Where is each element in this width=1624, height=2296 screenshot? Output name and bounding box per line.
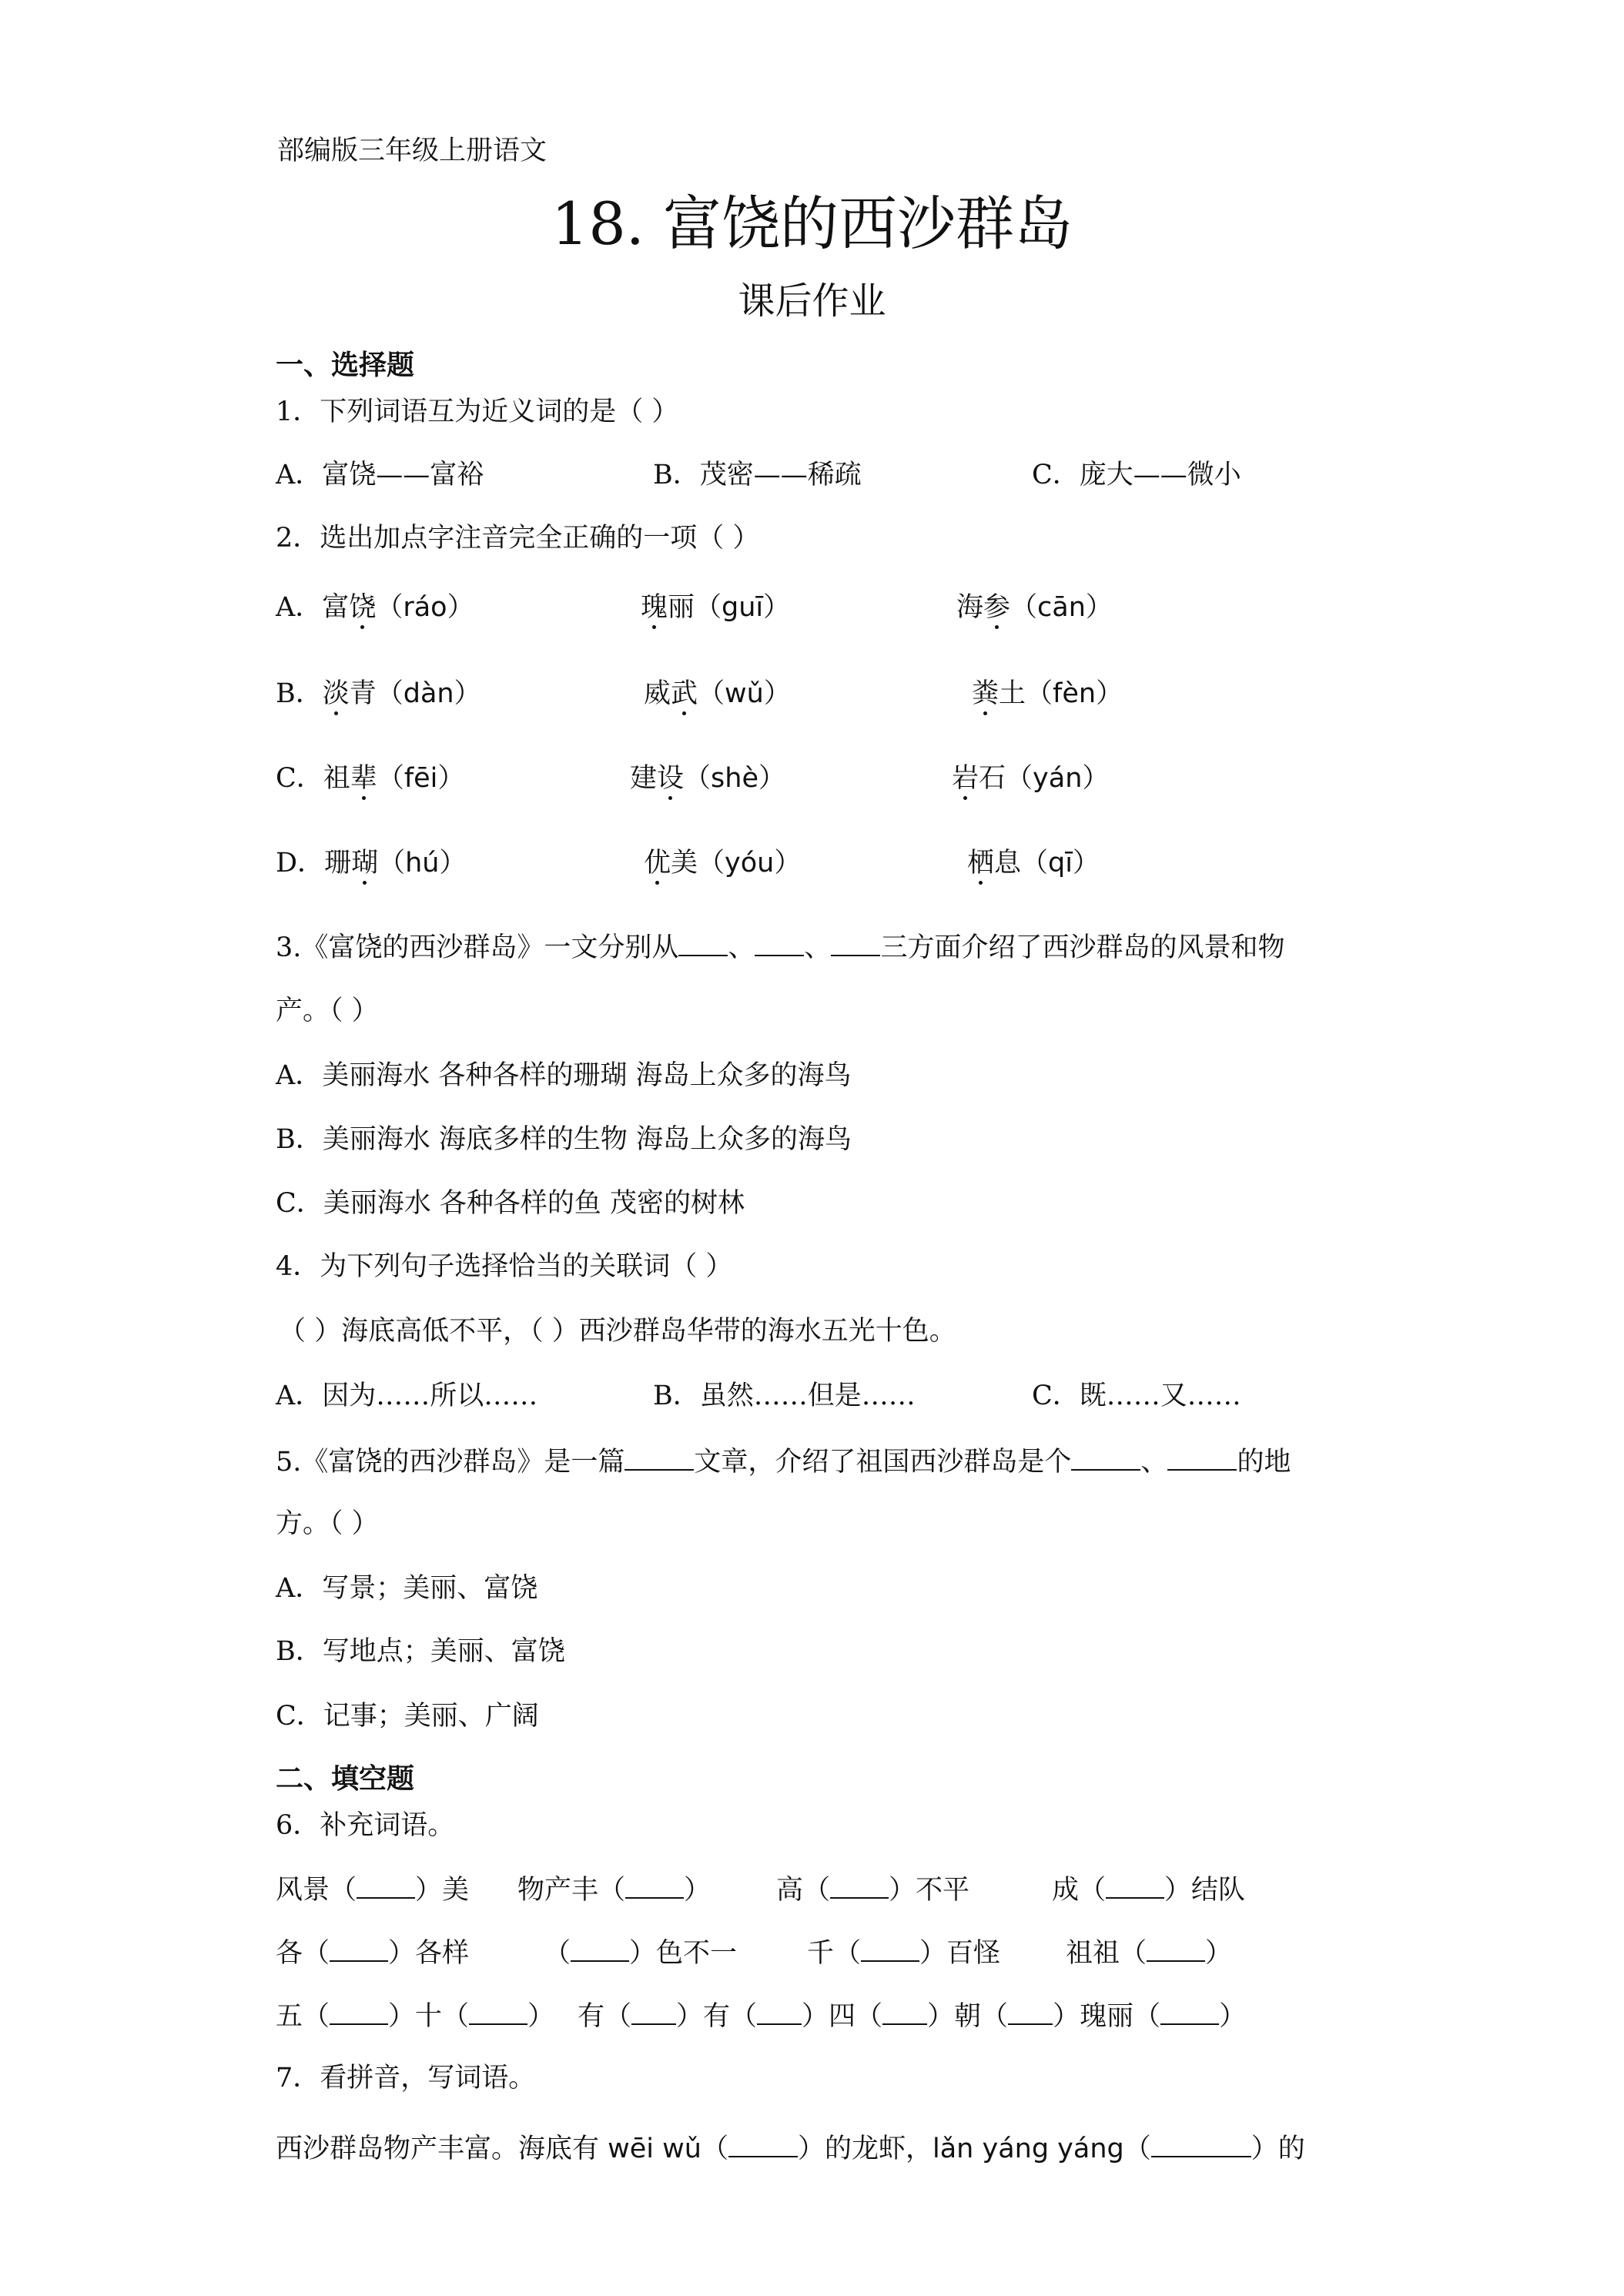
q2-option-b[interactable]: B．淡青（dàn） <box>276 678 481 709</box>
q7-pinyin-2: lǎn yáng yáng <box>933 2134 1124 2164</box>
section-heading-fill: 二、填空题 <box>276 1762 415 1795</box>
q2-b-item-3: 粪土（fèn） <box>972 678 1123 709</box>
q7-blank-1[interactable] <box>728 2134 798 2157</box>
q6-blank[interactable] <box>1008 2002 1053 2025</box>
q2-d-item-2: 优美（yóu） <box>644 848 802 879</box>
q4-option-a[interactable]: A．因为……所以…… <box>276 1381 538 1411</box>
page-subtitle: 课后作业 <box>738 279 886 323</box>
q5-blank-1[interactable] <box>624 1448 694 1471</box>
q7-stem: 7．看拼音，写词语。 <box>276 2063 536 2094</box>
q4-option-b[interactable]: B．虽然……但是…… <box>653 1381 916 1411</box>
q3-option-a[interactable]: A．美丽海水 各种各样的珊瑚 海岛上众多的海鸟 <box>276 1060 852 1091</box>
q2-option-c[interactable]: C．祖辈（fēi） <box>276 763 465 794</box>
q7-blank-2[interactable] <box>1151 2134 1251 2157</box>
q6-blank[interactable] <box>631 2002 676 2025</box>
q6-item: 各（ ）各样 <box>276 1938 470 1969</box>
q6-blank[interactable] <box>469 2002 527 2025</box>
q3-option-c[interactable]: C．美丽海水 各种各样的鱼 茂密的树林 <box>276 1188 745 1219</box>
q6-blank[interactable] <box>330 2002 388 2025</box>
q6-row3-idiom: 有（ ）有（ ）四（ ）朝（ ）瑰丽（ ） <box>578 2001 1247 2032</box>
q6-item: 高（ ）不平 <box>776 1875 970 1906</box>
q6-item: （ ）色不一 <box>544 1938 738 1969</box>
q6-blank[interactable] <box>882 2002 927 2025</box>
q6-item: 成（ ）结队 <box>1052 1875 1246 1906</box>
q5-stem-line2: 方。（ ） <box>276 1508 379 1539</box>
q6-blank[interactable] <box>330 1939 388 1962</box>
q6-item: 祖祖（ ） <box>1066 1938 1233 1969</box>
q5-option-c[interactable]: C．记事；美丽、广阔 <box>276 1701 539 1732</box>
page-title: 18. 富饶的西沙群岛 <box>551 189 1073 258</box>
q2-b-item-2: 威武（wǔ） <box>644 678 791 709</box>
q1-option-b[interactable]: B．茂密——稀疏 <box>653 460 862 490</box>
q6-item: 风景（ ）美 <box>276 1875 470 1906</box>
q6-blank[interactable] <box>1160 2002 1219 2025</box>
q6-blank[interactable] <box>1147 1939 1205 1962</box>
q6-item: 千（ ）百怪 <box>807 1938 1001 1969</box>
q5-blank-2[interactable] <box>1071 1448 1140 1471</box>
q1-stem: 1．下列词语互为近义词的是（ ） <box>276 397 679 427</box>
q3-stem-line1: 3.《富饶的西沙群岛》一文分别从 、 、 三方面介绍了西沙群岛的风景和物 <box>276 932 1285 963</box>
q5-option-a[interactable]: A．写景；美丽、富饶 <box>276 1573 538 1604</box>
q3-option-b[interactable]: B．美丽海水 海底多样的生物 海岛上众多的海鸟 <box>276 1124 852 1155</box>
q4-stem: 4．为下列句子选择恰当的关联词（ ） <box>276 1251 733 1282</box>
q6-blank[interactable] <box>861 1939 919 1962</box>
q7-pinyin-1: wēi wǔ <box>608 2134 702 2164</box>
section-heading-choice: 一、选择题 <box>276 349 415 381</box>
q7-passage: 西沙群岛物产丰富。海底有 wēi wǔ（ ）的龙虾，lǎn yáng yáng（ ）的 <box>276 2134 1305 2164</box>
q6-item: 物产丰（ ） <box>517 1875 712 1906</box>
q2-option-d[interactable]: D．珊瑚（hú） <box>276 848 467 879</box>
q6-stem: 6．补充词语。 <box>276 1810 455 1841</box>
q5-option-b[interactable]: B．写地点；美丽、富饶 <box>276 1636 565 1667</box>
q1-option-c[interactable]: C．庞大——微小 <box>1032 460 1241 490</box>
q6-blank[interactable] <box>757 2002 802 2025</box>
q4-option-c[interactable]: C．既……又…… <box>1032 1381 1241 1411</box>
q2-option-a[interactable]: A．富饶（ráo） <box>276 592 474 623</box>
q1-option-a[interactable]: A．富饶——富裕 <box>276 460 484 490</box>
q3-blank-1[interactable] <box>678 933 728 956</box>
q2-d-item-3: 栖息（qī） <box>967 848 1100 879</box>
q6-blank[interactable] <box>1106 1876 1164 1899</box>
q3-blank-2[interactable] <box>755 933 804 956</box>
q6-blank[interactable] <box>625 1876 684 1899</box>
q6-blank[interactable] <box>357 1876 415 1899</box>
q3-stem-line2: 产。（ ） <box>276 996 379 1026</box>
q3-blank-3[interactable] <box>831 933 880 956</box>
q4-sentence: （ ）海底高低不平，（ ）西沙群岛华带的海水五光十色。 <box>279 1316 956 1347</box>
q6-blank[interactable] <box>830 1876 889 1899</box>
q5-blank-3[interactable] <box>1167 1448 1237 1471</box>
q2-a-item-3: 海参（cān） <box>956 592 1113 623</box>
q6-row3: 五（ ）十（ ） <box>276 2001 555 2032</box>
q5-stem-line1: 5.《富饶的西沙群岛》是一篇 文章，介绍了祖国西沙群岛是个 、 的地 <box>276 1447 1291 1478</box>
edition-label: 部编版三年级上册语文 <box>277 136 547 166</box>
q2-a-item-2: 瑰丽（guī） <box>641 592 791 623</box>
q2-c-item-3: 岩石（yán） <box>952 763 1110 794</box>
q6-blank[interactable] <box>571 1939 629 1962</box>
q2-stem: 2．选出加点字注音完全正确的一项（ ） <box>276 523 760 554</box>
q2-c-item-2: 建设（shè） <box>630 763 785 794</box>
